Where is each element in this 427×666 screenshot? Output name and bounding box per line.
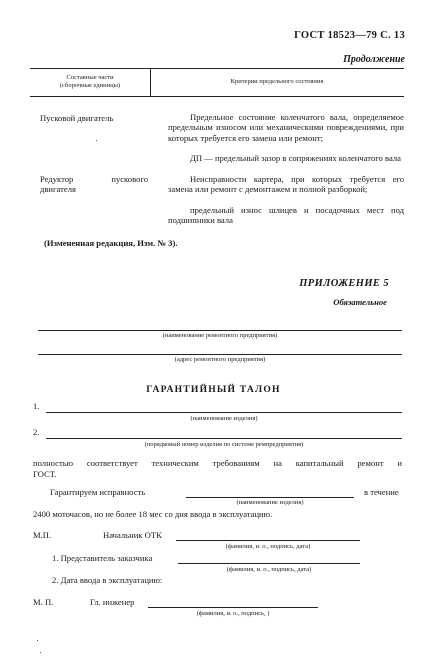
chief-engineer-label: Гл. инженер: [90, 597, 135, 607]
row-name-starting-engine: Пусковой двигатель: [40, 113, 114, 123]
repair-company-name-caption: (наименование ремонтного предприятия): [162, 332, 278, 339]
guarantee-suffix: в течение: [364, 487, 399, 497]
document-header: ГОСТ 18523—79 С. 13: [294, 30, 405, 41]
otk-signature-line: [176, 540, 360, 541]
row-name-gearbox: Редуктор пускового двигателя: [40, 174, 148, 195]
serial-number-line: [46, 438, 402, 439]
warranty-title: ГАРАНТИЙНЫЙ ТАЛОН: [146, 384, 281, 395]
change-note: (Измененная редакция, Изм. № 3).: [44, 238, 178, 248]
chief-engineer-signature-line: [148, 607, 318, 608]
customer-signature-caption: (фамилия, и. о., подпись, дата): [226, 566, 312, 573]
seal-label-2: М. П.: [33, 597, 54, 607]
scan-speck: [96, 140, 97, 141]
row-criteria-splines: предельный износ шлицев и посадочных мест под подшипники вала: [168, 205, 404, 226]
customer-rep-label: 1. Представитель заказчика: [52, 553, 153, 563]
table-header-criteria: Критерии предельного состояния: [230, 78, 324, 85]
row-criteria-crankshaft-clearance: ДП — предельный зазор в сопряжениях коленчатого вала: [190, 153, 401, 163]
row-criteria-crankshaft: Предельное состояние коленчатого вала, определяемое предельным износом или механическими повреждениями, при которых требуется его замена или ремонт;: [168, 112, 404, 143]
appendix-status: Обязательное: [333, 297, 387, 307]
appendix-title: ПРИЛОЖЕНИЕ 5: [299, 278, 389, 289]
continuation-label: Продолжение: [343, 54, 405, 65]
guarantee-period: 2400 моточасов, но не более 18 мес со дня ввода в эксплуатацию.: [33, 509, 273, 519]
seal-label-1: М.П.: [33, 530, 52, 540]
guarantee-product-line: [186, 497, 354, 498]
table-header-rule: [30, 96, 404, 97]
item-1-number: 1.: [33, 401, 40, 411]
compliance-text-gost: ГОСТ.: [33, 469, 57, 479]
guarantee-product-caption: (наименование изделия): [236, 499, 304, 506]
repair-company-name-line: [38, 330, 402, 331]
commission-date-label: 2. Дата ввода в эксплуатацию:: [52, 575, 163, 585]
chief-engineer-signature-caption: (фамилия, и. о., подпись, ): [196, 610, 270, 617]
guarantee-prefix: Гарантируем исправность: [50, 487, 146, 497]
item-2-number: 2.: [33, 427, 40, 437]
table-header-components: Составные части (сборочные единицы): [59, 74, 121, 89]
scan-speck: [40, 652, 41, 653]
repair-company-address-caption: (адрес ремонтного предприятия): [174, 356, 266, 363]
product-name-caption: (наименование изделия): [190, 415, 258, 422]
table-top-rule: [30, 68, 404, 69]
serial-number-caption: (порядковый номер изделия по системе ремпредприятия): [144, 441, 304, 448]
repair-company-address-line: [38, 354, 402, 355]
otk-signature-caption: (фамилия, и. о., подпись, дата): [225, 543, 311, 550]
customer-signature-line: [178, 563, 360, 564]
compliance-text: полностью соответствует техническим требованиям на капитальный ремонт и: [33, 458, 402, 468]
product-name-line: [46, 412, 402, 413]
otk-head-label: Начальник ОТК: [103, 530, 162, 540]
row-criteria-housing: Неисправности картера, при которых требуется его замена или ремонт с демонтажем и полной разборкой;: [168, 174, 404, 195]
scan-speck: [37, 640, 38, 641]
